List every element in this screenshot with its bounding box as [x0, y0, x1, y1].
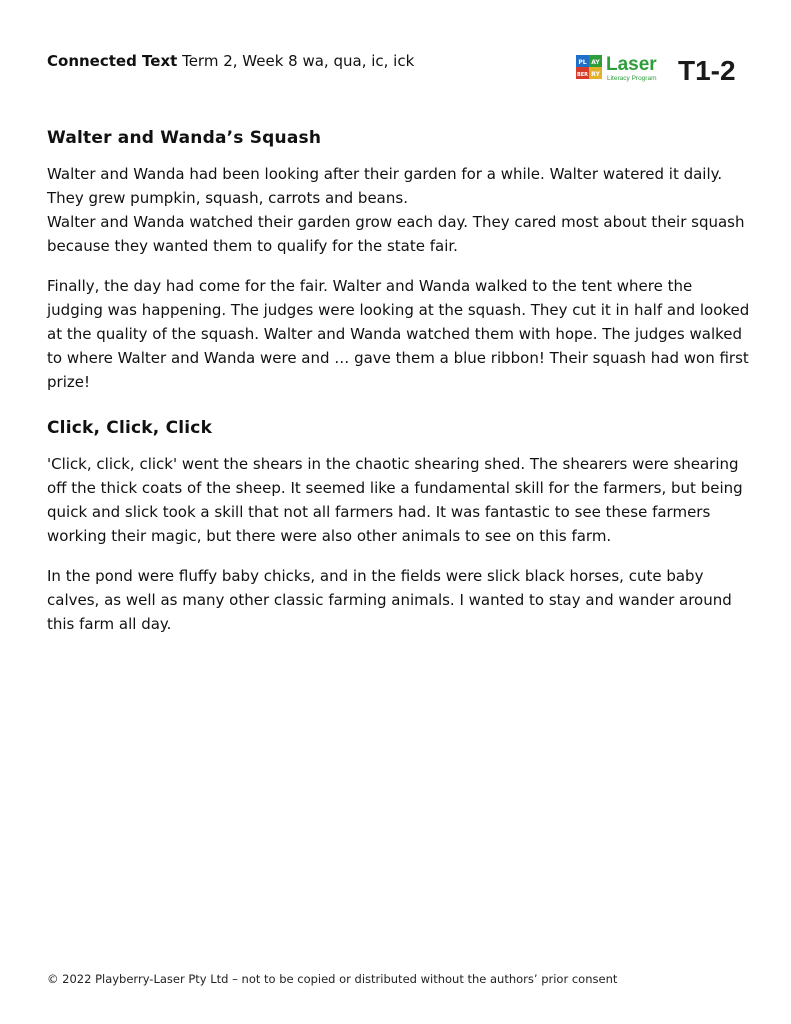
paragraph-line: Finally, the day had come for the fair. Walter and Wanda walked to the tent where the judging was happening. The judges were looking at the squash. They cut it in half and looked at the quality of the squash. Walter and Wanda watched them with hope. The judges walked to where Walter and Wanda were and … gave them a blue ribbon! Their squash had won first prize! — [47, 277, 750, 391]
paragraph-line: Walter and Wanda had been looking after their garden for a while. Walter watered it daily. They grew pumpkin, squash, carrots and beans. — [47, 165, 723, 207]
story-title: Click, Click, Click — [47, 418, 213, 438]
laser-logo — [576, 50, 738, 86]
story-paragraph — [47, 162, 752, 258]
logo-name: Laser — [606, 54, 657, 75]
header-label: Connected Text — [47, 52, 178, 70]
logo-tile-2: AY — [591, 59, 600, 66]
story-paragraph — [47, 564, 752, 636]
logo-tile-3: BER — [576, 72, 589, 78]
story-paragraph — [47, 452, 752, 548]
logo-tile-1: PL — [578, 59, 587, 66]
paragraph-line: 'Click, click, click' went the shears in the chaotic shearing shed. The shearers were shearing off the thick coats of the sheep. It seemed like a fundamental skill for the farmers, but being quick and slick took a skill that not all farmers had. It was fantastic to see these farmers working their magic, but there were also other animals to see on this farm. — [47, 455, 743, 545]
page-header — [47, 52, 414, 70]
header-subtitle: Term 2, Week 8 wa, qua, ic, ick — [182, 52, 415, 70]
copyright-footer: © 2022 Playberry-Laser Pty Ltd – not to be copied or distributed without the authors’ prior consent — [47, 972, 618, 986]
story-click-click-click — [47, 418, 752, 636]
story-walter-and-wanda — [47, 128, 752, 394]
logo-tile-4: RY — [591, 71, 600, 78]
main-content — [47, 128, 752, 652]
story-title: Walter and Wanda’s Squash — [47, 128, 322, 148]
logo-level: T1-2 — [678, 55, 736, 86]
logo-tagline: Literacy Program — [607, 75, 657, 82]
paragraph-line: Walter and Wanda watched their garden grow each day. They cared most about their squash because they wanted them to qualify for the state fair. — [47, 213, 745, 255]
paragraph-line: In the pond were fluffy baby chicks, and in the fields were slick black horses, cute baby calves, as well as many other classic farming animals. I wanted to stay and wander around this farm all day. — [47, 567, 732, 633]
story-paragraph — [47, 274, 752, 394]
playberry-tiles-icon — [576, 55, 602, 79]
